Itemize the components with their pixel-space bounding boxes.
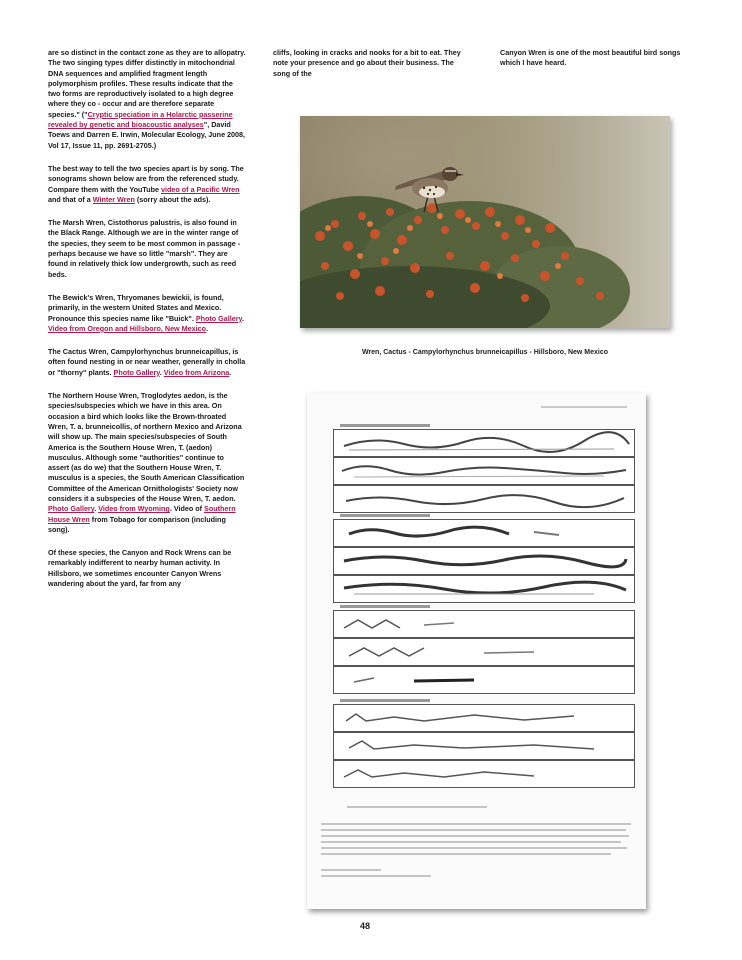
bewicks-photo-gallery-link[interactable]: Photo Gallery [195,313,243,323]
group-label [340,699,430,702]
sonogram-panel [333,760,635,788]
sonogram-panel [333,732,635,760]
cactus-video-link[interactable]: Video from Arizona [163,367,230,377]
sonogram-panel [333,429,635,457]
study-link[interactable]: Cryptic speciation in a Holarctic passerine revealed by genetic and bioacoustic analyses [48,109,233,130]
body-text: . [242,313,245,323]
page-number: 48 [360,921,371,931]
paragraph-cactus-wren [48,347,246,378]
body-text: . [94,504,99,514]
body-text: Of these species, the Canyon and Rock Wrens can be remarkably indifferent to nearby human activity. In Hillsboro, we sometimes encounter Canyon Wrens wandering about the yard, far from any [48,548,232,589]
figure-caption-line [321,829,626,831]
group-label [340,605,430,608]
sonogram-panel [333,457,635,485]
figure-header-line [541,406,627,408]
body-text: The Marsh Wren, Cistothorus palustris, is also found in the Black Range. Although we are in the winter range of the species, they seem to be most common in passage - perhaps because we have so little "marsh". They are found in relatively thick low undergrowth, such as reed beds. [48,218,241,279]
figure-caption-line [321,823,631,825]
body-text: The Cactus Wren, Campylorhynchus brunneicapillus, is often found nesting in or near weather, generally in cholla or "thorny" plants. [48,347,246,377]
house-wren-photo-gallery-link[interactable]: Photo Gallery [48,504,95,514]
paragraph-study-quote [48,48,246,151]
pacific-wren-video-link[interactable]: video of a Pacific Wren [161,184,240,194]
sonogram-panel [333,638,635,666]
left-column [48,48,246,602]
sonogram-panel [333,547,635,575]
group-label [340,424,430,427]
paragraph-bewicks-wren [48,293,246,334]
bewicks-video-link[interactable]: Video from Oregon and Hillsboro, New Mexico [48,323,207,333]
sonogram-panel [333,575,635,603]
scale-bar [347,806,487,808]
middle-column [273,48,469,79]
figure-caption-line [321,841,621,843]
right-column [500,48,696,69]
house-wren-video-link[interactable]: Video from Wyoming [98,504,170,514]
paragraph-song-comparison [48,164,246,205]
sonogram-panel [333,485,635,513]
cactus-photo-gallery-link[interactable]: Photo Gallery [113,367,160,377]
body-text: are so distinct in the contact zone as they are to allopatry. The two singing types differ distinctly in mitochondrial DNA sequences and amplified fragment length polymorphism profiles. These results indicate that the two forms are reproductively isolated to a high degree where they co - occur and are therefore separate species." (" [48,48,246,119]
cactus-wren-photo [300,116,670,328]
southern-house-wren-video-link[interactable]: Southern House Wren [48,504,236,524]
sonogram-panel [333,704,635,732]
sonogram-panel [333,519,635,547]
body-text: Canyon Wren is one of the most beautiful bird songs which I have heard. [500,48,681,68]
cactus-wren-photo-image [300,116,670,328]
body-text: cliffs, looking in cracks and nooks for a bit to eat. They note your presence and go about their business. The song of the [273,48,461,78]
body-text: (sorry about the ads). [134,194,211,204]
figure-caption-line [321,835,629,837]
body-text: . Video of [169,504,205,514]
body-text: . [159,367,164,377]
body-text: from Tobago for comparison (including song). [48,514,226,534]
figure-caption-line [321,847,627,849]
sonogram-panel [333,610,635,638]
figure-caption-line [321,875,431,877]
sonogram-panel [333,666,635,694]
paragraph-marsh-wren [48,218,246,280]
group-label [340,514,430,517]
body-text: . [206,323,209,333]
body-text: The best way to tell the two species apart is by song. The sonograms shown below are from the referenced study. Compare them with the YouTube [48,163,244,194]
body-text: . [229,367,232,377]
paragraph-human-activity [48,548,246,589]
body-text: The Bewick's Wren, Thryomanes bewickii, is found, primarily, in the western United States and Mexico. Pronounce this species name like "Buick". [48,292,224,323]
paragraph-house-wren [48,391,246,535]
figure-caption-line [321,853,611,855]
figure-caption-line [321,869,381,871]
body-text: and that of a [48,194,93,204]
sonogram-figure [307,393,646,909]
photo-caption: Wren, Cactus - Campylorhynchus brunneicapillus - Hillsboro, New Mexico [361,349,609,356]
body-text: The Northern House Wren, Troglodytes aedon, is the species/subspecies which we have in this area. On occasion a bird which looks like the Brown-throated Wren, T. a. brunneicollis, of northern Mexico and Arizona will show up. The main species/subspecies of South America is the Southern House Wren, T. (aedon) musculus. Although some "authorities" continue to assert (as do we) that the Southern House Wren, T. musculus is a species, the South American Classification Committee of the American Ornithologists' Society now considers it a subspecies of the House Wren, T. aedon. [48,391,245,503]
winter-wren-video-link[interactable]: Winter Wren [92,194,135,204]
body-text: ", David Toews and Darren E. Irwin, Molecular Ecology, June 2008, Vol 17, Issue 11, pp. 2691-2705.) [48,120,246,150]
